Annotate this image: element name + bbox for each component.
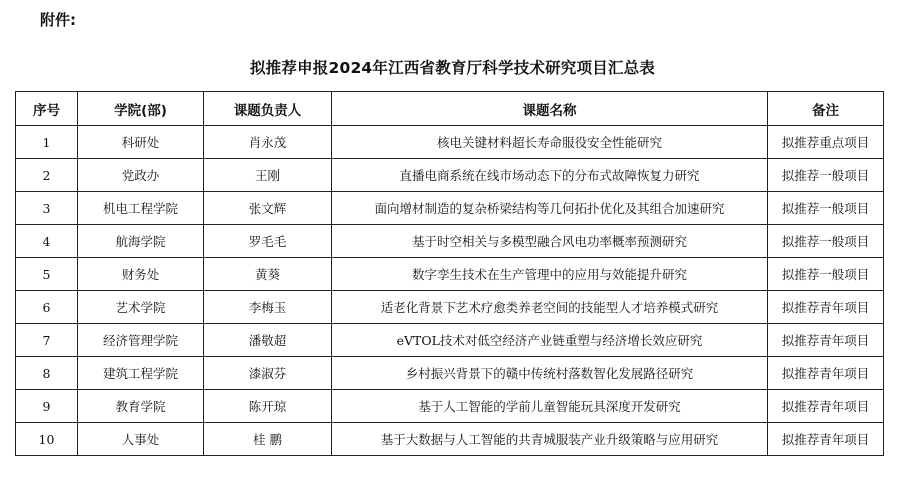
row-project-title: 乡村振兴背景下的赣中传统村落数智化发展路径研究 xyxy=(332,357,768,390)
row-remarks: 拟推荐青年项目 xyxy=(768,291,884,324)
row-serial-number: 7 xyxy=(16,324,78,357)
table-row xyxy=(16,423,884,456)
row-project-leader: 李梅玉 xyxy=(204,291,332,324)
row-serial-number: 1 xyxy=(16,126,78,159)
table-row xyxy=(16,357,884,390)
row-remarks: 拟推荐一般项目 xyxy=(768,159,884,192)
row-department: 教育学院 xyxy=(78,390,204,423)
row-serial-number: 3 xyxy=(16,192,78,225)
row-project-leader: 漆淑芬 xyxy=(204,357,332,390)
document-title: 拟推荐申报2024年江西省教育厅科学技术研究项目汇总表 xyxy=(249,59,656,77)
row-remarks: 拟推荐青年项目 xyxy=(768,390,884,423)
row-serial-number: 4 xyxy=(16,225,78,258)
table-row xyxy=(16,225,884,258)
row-project-title: 数字孪生技术在生产管理中的应用与效能提升研究 xyxy=(332,258,768,291)
row-department: 财务处 xyxy=(78,258,204,291)
header-department: 学院(部) xyxy=(78,92,204,126)
row-project-title: 面向增材制造的复杂桥梁结构等几何拓扑优化及其组合加速研究 xyxy=(332,192,768,225)
row-serial-number: 2 xyxy=(16,159,78,192)
row-project-leader: 肖永茂 xyxy=(204,126,332,159)
row-department: 科研处 xyxy=(78,126,204,159)
row-remarks: 拟推荐一般项目 xyxy=(768,225,884,258)
row-serial-number: 10 xyxy=(16,423,78,456)
row-remarks: 拟推荐青年项目 xyxy=(768,324,884,357)
row-project-leader: 黄葵 xyxy=(204,258,332,291)
row-project-title: eVTOL技术对低空经济产业链重塑与经济增长效应研究 xyxy=(332,324,768,357)
row-department: 艺术学院 xyxy=(78,291,204,324)
header-project-title: 课题名称 xyxy=(332,92,768,126)
row-project-leader: 陈开琼 xyxy=(204,390,332,423)
header-remarks: 备注 xyxy=(768,92,884,126)
row-project-title: 核电关键材料超长寿命服役安全性能研究 xyxy=(332,126,768,159)
row-serial-number: 8 xyxy=(16,357,78,390)
table-row xyxy=(16,324,884,357)
table-row xyxy=(16,192,884,225)
row-project-leader: 罗毛毛 xyxy=(204,225,332,258)
row-department: 经济管理学院 xyxy=(78,324,204,357)
table-header-row xyxy=(16,92,884,126)
row-project-title: 基于大数据与人工智能的共青城服装产业升级策略与应用研究 xyxy=(332,423,768,456)
row-department: 党政办 xyxy=(78,159,204,192)
table-row xyxy=(16,126,884,159)
row-department: 航海学院 xyxy=(78,225,204,258)
row-project-leader: 张文辉 xyxy=(204,192,332,225)
row-project-title: 直播电商系统在线市场动态下的分布式故障恢复力研究 xyxy=(332,159,768,192)
attachment-label: 附件: xyxy=(40,11,76,29)
table-row xyxy=(16,390,884,423)
row-serial-number: 9 xyxy=(16,390,78,423)
row-department: 建筑工程学院 xyxy=(78,357,204,390)
row-remarks: 拟推荐青年项目 xyxy=(768,423,884,456)
row-department: 人事处 xyxy=(78,423,204,456)
row-project-leader: 桂 鹏 xyxy=(204,423,332,456)
row-department: 机电工程学院 xyxy=(78,192,204,225)
row-project-title: 适老化背景下艺术疗愈类养老空间的技能型人才培养模式研究 xyxy=(332,291,768,324)
project-summary-table xyxy=(15,91,884,456)
table-row xyxy=(16,258,884,291)
row-project-title: 基于时空相关与多模型融合风电功率概率预测研究 xyxy=(332,225,768,258)
row-project-leader: 潘敬超 xyxy=(204,324,332,357)
row-remarks: 拟推荐一般项目 xyxy=(768,192,884,225)
header-serial-number: 序号 xyxy=(16,92,78,126)
row-remarks: 拟推荐重点项目 xyxy=(768,126,884,159)
row-remarks: 拟推荐一般项目 xyxy=(768,258,884,291)
row-remarks: 拟推荐青年项目 xyxy=(768,357,884,390)
table-row xyxy=(16,291,884,324)
row-project-leader: 王刚 xyxy=(204,159,332,192)
row-serial-number: 5 xyxy=(16,258,78,291)
row-serial-number: 6 xyxy=(16,291,78,324)
header-project-leader: 课题负责人 xyxy=(204,92,332,126)
table-row xyxy=(16,159,884,192)
row-project-title: 基于人工智能的学前儿童智能玩具深度开发研究 xyxy=(332,390,768,423)
